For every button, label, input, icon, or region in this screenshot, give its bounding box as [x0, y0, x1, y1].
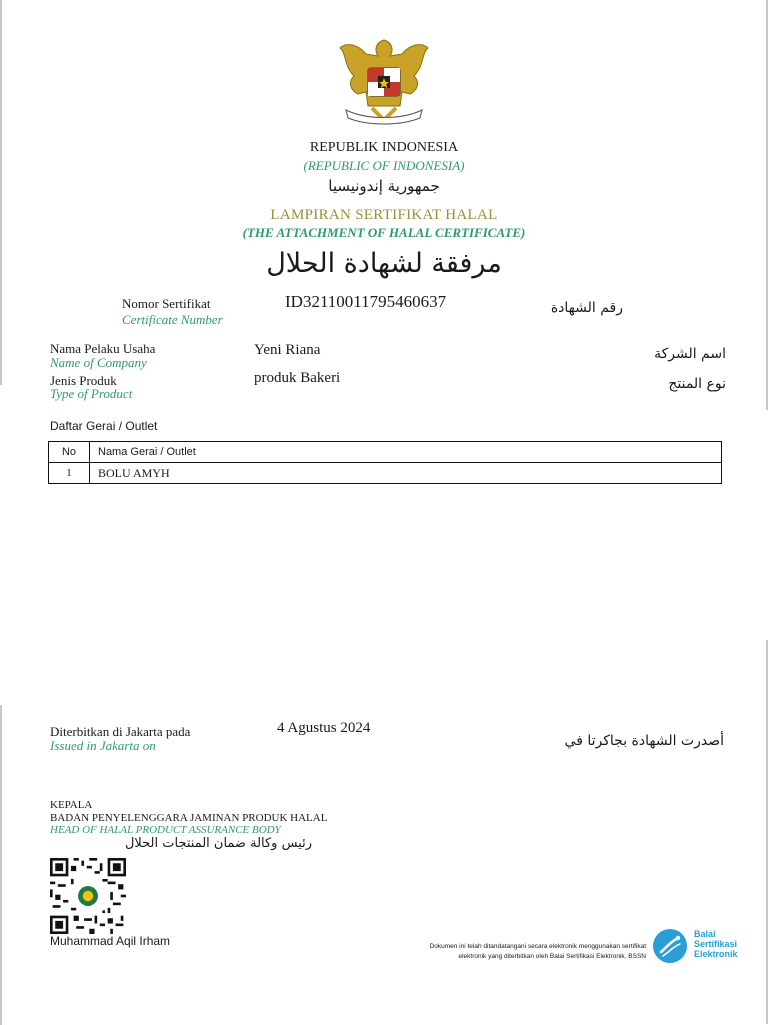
document-title-ar: مرفقة لشهادة الحلال: [266, 248, 502, 279]
signatory-agency: BADAN PENYELENGGARA JAMINAN PRODUK HALAL: [50, 812, 328, 824]
outlet-row-no: 1: [49, 463, 90, 483]
note-line-2: elektronik yang diterbitkan oleh Balai Sertifikasi Elektronik, BSSN: [458, 953, 646, 960]
document-title-en: (THE ATTACHMENT OF HALAL CERTIFICATE): [242, 225, 526, 240]
bsre-logo-text: [694, 929, 764, 959]
bsre-logo-icon: [652, 928, 688, 964]
company-label-ar: اسم الشركة: [654, 346, 726, 362]
note-line-1: Dokumen ini telah ditandatangani secara elektronik menggunakan sertifikat: [429, 943, 646, 950]
product-value: produk Bakeri: [254, 370, 341, 386]
document-title: LAMPIRAN SERTIFIKAT HALAL: [270, 207, 498, 223]
product-label-ar: نوع المنتج: [668, 376, 726, 392]
issued-label-en: Issued in Jakarta on: [50, 738, 156, 753]
bsre-logo-line-3: Elektronik: [694, 949, 738, 959]
country-name: REPUBLIK INDONESIA: [309, 140, 459, 155]
signatory-title: KEPALA: [50, 799, 93, 811]
garuda-emblem-icon: [336, 36, 432, 130]
cert-number-label: Nomor Sertifikat: [122, 296, 211, 311]
outlet-row-name: BOLU AMYH: [98, 465, 170, 480]
bsre-logo-line-2: Sertifikasi: [694, 939, 738, 949]
column-header-outlet-name: Nama Gerai / Outlet: [98, 446, 196, 458]
cert-number-value: ID32110011795460637: [285, 292, 447, 311]
company-label-en: Name of Company: [50, 355, 147, 370]
table-row: [49, 462, 721, 483]
company-label: Nama Pelaku Usaha: [50, 341, 156, 356]
product-label: Jenis Produk: [50, 373, 117, 388]
country-name-en: (REPUBLIC OF INDONESIA): [303, 158, 465, 173]
signatory-agency-en: HEAD OF HALAL PRODUCT ASSURANCE BODY: [50, 824, 281, 836]
qr-code-icon: [50, 858, 126, 934]
issued-label: Diterbitkan di Jakarta pada: [50, 724, 191, 739]
issued-date: 4 Agustus 2024: [277, 720, 371, 736]
product-label-en: Type of Product: [50, 386, 133, 401]
outlet-list-heading: Daftar Gerai / Outlet: [50, 419, 158, 433]
issued-label-ar: أصدرت الشهادة بجاكرتا في: [564, 733, 724, 749]
cert-number-label-en: Certificate Number: [122, 312, 223, 327]
cert-number-label-ar: رقم الشهادة: [550, 300, 623, 316]
signatory-agency-ar: رئيس وكالة ضمان المنتجات الحلال: [124, 836, 312, 851]
column-header-no: No: [49, 442, 90, 462]
table-header-row: [49, 442, 721, 462]
outlet-table: [48, 441, 722, 484]
country-name-ar: جمهورية إندونيسيا: [328, 177, 440, 195]
bsre-logo-line-1: Balai: [694, 929, 716, 939]
page-edge-left-bottom: [0, 705, 2, 1025]
signatory-name: Muhammad Aqil Irham: [50, 934, 171, 948]
company-value: Yeni Riana: [254, 342, 321, 358]
electronic-signature-note: [370, 942, 646, 962]
